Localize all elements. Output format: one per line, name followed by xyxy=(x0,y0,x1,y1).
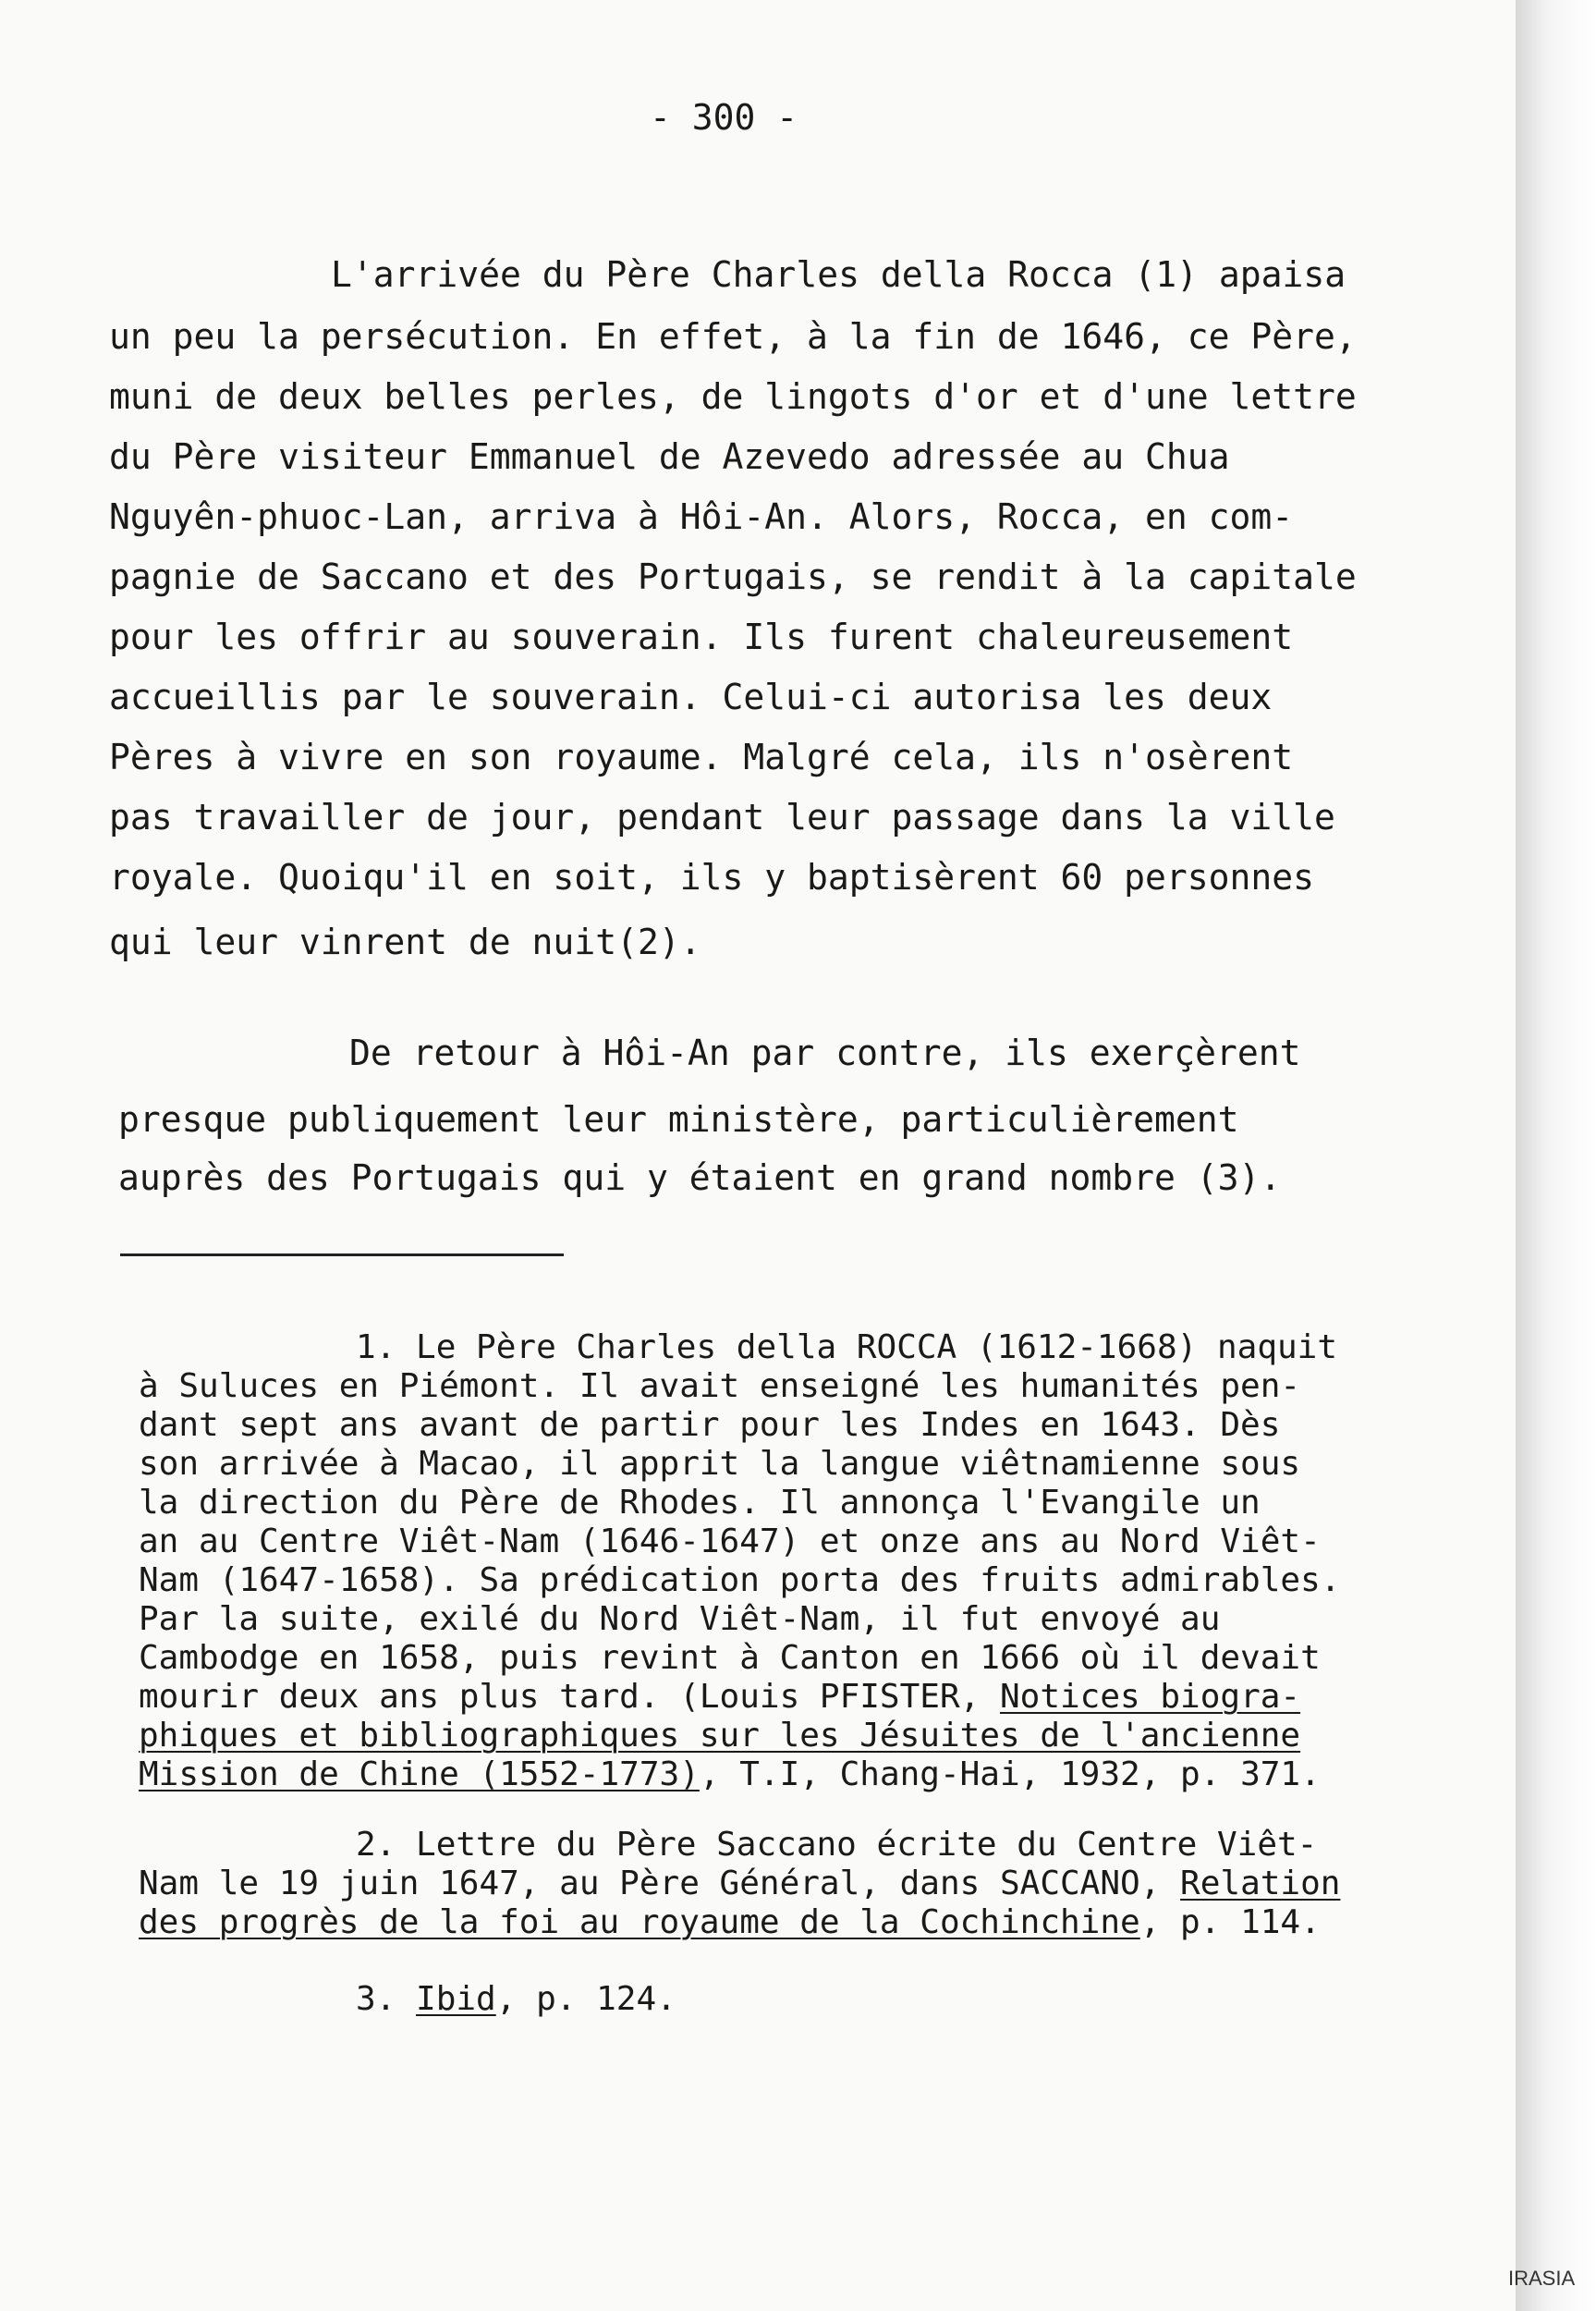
citation-title: Mission de Chine (1552-1773) xyxy=(139,1755,700,1793)
scan-edge xyxy=(1516,0,1596,2311)
footnote-line: Cambodge en 1658, puis revint à Canton en 1666 où il devait xyxy=(139,1639,1321,1677)
footnote-line xyxy=(139,1867,1340,1901)
footnote-text: mourir deux ans plus tard. (Louis PFISTER, xyxy=(139,1678,1000,1716)
footnote-line: son arrivée à Macao, il apprit la langue viêtnamienne sous xyxy=(139,1445,1301,1483)
footnote-text: 3. xyxy=(356,1980,417,2018)
citation-title: Ibid xyxy=(416,1980,496,2018)
footnote-line: Nam (1647-1658). Sa prédication porta des fruits admirables. xyxy=(139,1561,1341,1599)
footnote-line: la direction du Père de Rhodes. Il annonça l'Evangile un xyxy=(139,1484,1261,1522)
body-line: pour les offrir au souverain. Ils furent chaleureusement xyxy=(109,617,1294,657)
body-line: qui leur vinrent de nuit(2). xyxy=(109,922,701,962)
footnote-separator xyxy=(120,1253,564,1256)
citation-title: Notices biogra- xyxy=(999,1678,1301,1716)
source-credit: IRASIA xyxy=(1508,2267,1576,2290)
footnote-line: 2. Lettre du Père Saccano écrite du Centre Viêt- xyxy=(356,1826,1318,1864)
body-line: accueillis par le souverain. Celui-ci autorisa les deux xyxy=(109,677,1273,717)
citation-title: phiques et bibliographiques sur les Jésuites de l'ancienne xyxy=(139,1717,1301,1755)
body-line: muni de deux belles perles, de lingots d'or et d'une lettre xyxy=(109,376,1357,417)
footnote-line: à Suluces en Piémont. Il avait enseigné les humanités pen- xyxy=(139,1367,1301,1405)
footnote-line xyxy=(139,1719,1300,1753)
body-line: presque publiquement leur ministère, particulièrement xyxy=(118,1099,1239,1140)
page-number: - 300 - xyxy=(650,97,798,138)
citation-title: des progrès de la foi au royaume de la Cochinchine xyxy=(139,1903,1140,1941)
body-line: Pères à vivre en son royaume. Malgré cela, ils n'osèrent xyxy=(109,737,1294,777)
footnote-line: 1. Le Père Charles della ROCCA (1612-1668) naquit xyxy=(356,1328,1338,1366)
body-line: pas travailler de jour, pendant leur passage dans la ville xyxy=(109,797,1335,838)
body-line: du Père visiteur Emmanuel de Azevedo adressée au Chua xyxy=(109,436,1230,477)
citation-title: Relation xyxy=(1180,1865,1341,1902)
footnote-text: , p. 114. xyxy=(1139,1903,1321,1941)
footnote-line xyxy=(139,1678,1301,1716)
body-line: un peu la persécution. En effet, à la fin de 1646, ce Père, xyxy=(109,316,1357,357)
body-line: pagnie de Saccano et des Portugais, se rendit à la capitale xyxy=(109,556,1357,597)
footnote-text: Nam le 19 juin 1647, au Père Général, dans SACCANO, xyxy=(139,1865,1181,1902)
body-line: L'arrivée du Père Charles della Rocca (1) apaisa xyxy=(331,254,1346,295)
body-line: De retour à Hôi-An par contre, ils exerçèrent xyxy=(349,1033,1301,1073)
footnote-line xyxy=(356,1980,676,2018)
footnote-line: an au Centre Viêt-Nam (1646-1647) et onze ans au Nord Viêt- xyxy=(139,1522,1321,1560)
footnote-line: dant sept ans avant de partir pour les Indes en 1643. Dès xyxy=(139,1406,1281,1444)
body-line: Nguyên-phuoc-Lan, arriva à Hôi-An. Alors, Rocca, en com- xyxy=(109,496,1294,537)
footnote-text: , p. 124. xyxy=(495,1980,676,2018)
footnote-line: Par la suite, exilé du Nord Viêt-Nam, il fut envoyé au xyxy=(139,1600,1221,1638)
footnote-line xyxy=(139,1755,1321,1793)
footnote-text: , T.I, Chang-Hai, 1932, p. 371. xyxy=(699,1755,1321,1793)
body-line: auprès des Portugais qui y étaient en grand nombre (3). xyxy=(118,1157,1282,1198)
body-line: royale. Quoiqu'il en soit, ils y baptisèrent 60 personnes xyxy=(109,857,1315,898)
footnote-line xyxy=(139,1903,1321,1941)
